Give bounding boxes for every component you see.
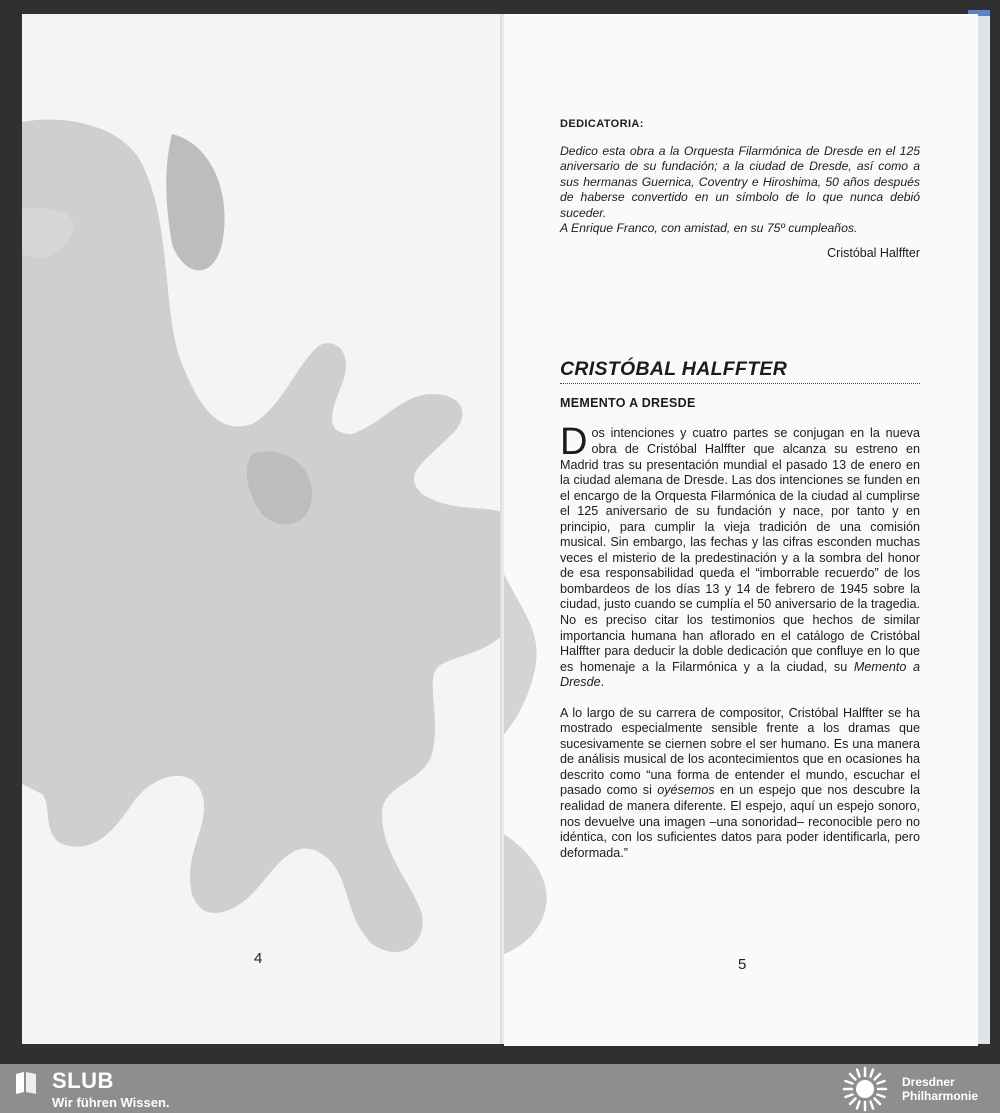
page-edge xyxy=(978,10,990,1044)
dedication-signature: Cristóbal Halffter xyxy=(827,246,920,261)
paragraph-2 xyxy=(560,706,920,861)
work-title: MEMENTO A DRESDE xyxy=(560,396,696,411)
dedication-text: Dedico esta obra a la Orquesta Filarmónica de Dresde en el 125 aniversario de su fundación; a la ciudad de Dresde, así como a sus hermanas Guernica, Coventry e Hiroshima, 50 años después de haberse convertido en un símbolo de lo que nunca debió suceder. xyxy=(560,144,920,220)
partner-name-line1: Dresdner xyxy=(902,1075,955,1089)
partner-name[interactable] xyxy=(902,1075,978,1103)
page-number-right: 5 xyxy=(738,956,747,973)
paragraph-2-text-b: en un espejo que nos descubre la realidad de manera diferente. El espejo, aquí un espejo sonoro, nos devuelve una imagen –una sonoridad– reconocible pero no idéntica, con los suficientes datos para poder identificarla, pero deformada.” xyxy=(560,783,920,860)
paragraph-2-italic: oyésemos xyxy=(657,783,715,798)
dedication-text-2: A Enrique Franco, con amistad, en su 75º cumpleaños. xyxy=(560,221,858,236)
slub-brand[interactable]: SLUB xyxy=(52,1068,114,1093)
book-icon[interactable] xyxy=(14,1070,38,1096)
page-number-left: 4 xyxy=(254,950,263,967)
paragraph-1-text: os intenciones y cuatro partes se conjugan en la nueva obra de Cristóbal Halffter que alcanza su estreno en Madrid tras su presentación mundial el pasado 13 de enero en la ciudad alemana de Dresde. Las dos intenciones se funden en el encargo de la Orquesta Filarmónica de la ciudad al cumplirse el 125 aniversario de su fundación y nace, por tanto y en principio, para cumplir la vieja tradición de una comisión musical. Sin embargo, las fechas y las cifras esconden muchas veces el misterio de la predestinación y a la sombra del honor de esa responsabilidad queda el “imborrable recuerdo” de los bombardeos de los días 13 y 14 de febrero de 1945 sobre la ciudad, justo cuando se cumplía el 50 aniversario de la tragedia. No es preciso citar los testimonios que hechos de similar importancia humana han aflorado en el catálogo de Cristóbal Halffter para deducir la doble dedicación que confluye en lo que es homenaje a la Filarmónica y a la ciudad, su xyxy=(560,426,920,674)
dedication-heading: DEDICATORIA: xyxy=(560,118,644,130)
right-page xyxy=(504,14,978,1046)
paragraph-1-italic: Memento a Dresde xyxy=(560,659,920,690)
sunburst-icon[interactable] xyxy=(842,1066,888,1112)
drop-cap: D xyxy=(560,421,588,464)
paragraph-1-end: . xyxy=(600,675,605,690)
composer-name: CRISTÓBAL HALFFTER xyxy=(560,358,920,384)
slub-tagline: Wir führen Wissen. xyxy=(52,1095,170,1110)
left-page xyxy=(22,14,504,1044)
viewer-footer xyxy=(0,1064,1000,1113)
article xyxy=(560,118,920,861)
gecko-silhouette-left xyxy=(22,14,504,1044)
paragraph-1 xyxy=(560,421,920,690)
paragraph-2-text-a: A lo largo de su carrera de compositor, Cristóbal Halffter se ha mostrado especialmente sensible frente a los dramas que sucesivamente se ciernen sobre el ser humano. Es una manera de análisis musical de los acontecimientos que en ocasiones ha descrito como “una forma de entender el mundo, escuchar el pasado como si xyxy=(560,705,920,798)
partner-name-line2: Philharmonie xyxy=(902,1089,979,1103)
